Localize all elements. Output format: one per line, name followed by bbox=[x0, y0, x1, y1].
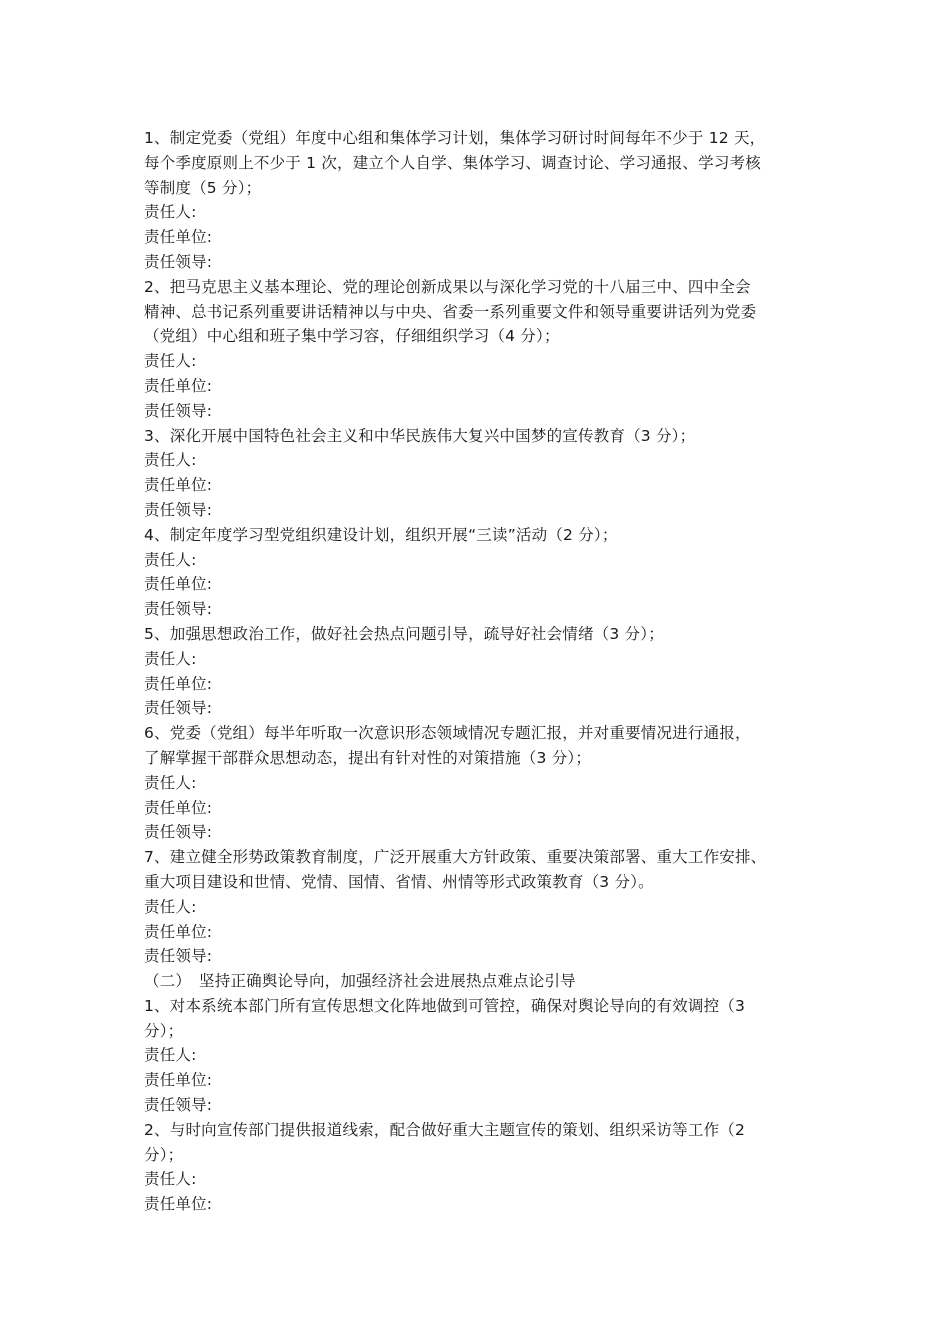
responsible-unit-label: 责任单位: bbox=[144, 922, 213, 941]
responsible-leader-label: 责任领导: bbox=[144, 823, 213, 842]
responsible-leader-label: 责任领导: bbox=[144, 947, 213, 966]
responsible-person-label: 责任人: bbox=[144, 897, 197, 916]
item-2-line-1: 2、把马克思主义基本理论、党的理论创新成果以与深化学习党的十八届三中、四中全会 bbox=[144, 277, 751, 296]
responsible-leader-label: 责任领导: bbox=[144, 699, 213, 718]
section-2-item-1-line-2: 分）； bbox=[144, 1021, 184, 1040]
section-2-item-2-line-1: 2、与时向宣传部门提供报道线索，配合做好重大主题宣传的策划、组织采访等工作（2 bbox=[144, 1120, 746, 1139]
item-1-line-2: 每个季度原则上不少于 1 次，建立个人自学、集体学习、调查讨论、学习通报、学习考核 bbox=[144, 153, 761, 172]
document-body bbox=[144, 126, 814, 1217]
section-2-item-2-line-2: 分）； bbox=[144, 1145, 184, 1164]
responsible-unit-label: 责任单位: bbox=[144, 1071, 213, 1090]
item-2-line-3: （党组）中心组和班子集中学习容，仔细组织学习（4 分）； bbox=[144, 327, 560, 346]
responsible-unit-label: 责任单位: bbox=[144, 228, 213, 247]
responsible-person-label: 责任人: bbox=[144, 352, 197, 371]
responsible-person-label: 责任人: bbox=[144, 1046, 197, 1065]
responsible-unit-label: 责任单位: bbox=[144, 376, 213, 395]
responsible-unit-label: 责任单位: bbox=[144, 1195, 213, 1214]
item-4-line-1: 4、制定年度学习型党组织建设计划，组织开展“三读”活动（2 分）； bbox=[144, 525, 618, 544]
responsible-person-label: 责任人: bbox=[144, 451, 197, 470]
responsible-unit-label: 责任单位: bbox=[144, 674, 213, 693]
item-1-line-3: 等制度（5 分）； bbox=[144, 178, 262, 197]
item-1-line-1: 1、制定党委（党组）年度中心组和集体学习计划，集体学习研讨时间每年不少于 12 天， bbox=[144, 129, 766, 147]
item-7-line-2: 重大项目建设和世情、党情、国情、省情、州情等形式政策教育（3 分）。 bbox=[144, 872, 654, 891]
item-7-line-1: 7、建立健全形势政策教育制度，广泛开展重大方针政策、重要决策部署、重大工作安排、 bbox=[144, 848, 767, 867]
responsible-person-label: 责任人: bbox=[144, 203, 197, 222]
item-5-line-1: 5、加强思想政治工作，做好社会热点问题引导，疏导好社会情绪（3 分）； bbox=[144, 624, 664, 643]
item-2-line-2: 精神、总书记系列重要讲话精神以与中央、省委一系列重要文件和领导重要讲话列为党委 bbox=[144, 302, 757, 321]
responsible-leader-label: 责任领导: bbox=[144, 500, 213, 519]
responsible-person-label: 责任人: bbox=[144, 649, 197, 668]
responsible-person-label: 责任人: bbox=[144, 550, 197, 569]
item-3-line-1: 3、深化开展中国特色社会主义和中华民族伟大复兴中国梦的宣传教育（3 分）； bbox=[144, 426, 696, 445]
responsible-leader-label: 责任领导: bbox=[144, 401, 213, 420]
responsible-leader-label: 责任领导: bbox=[144, 252, 213, 271]
item-6-line-1: 6、党委（党组）每半年听取一次意识形态领域情况专题汇报，并对重要情况进行通报， bbox=[144, 724, 751, 743]
responsible-leader-label: 责任领导: bbox=[144, 1096, 213, 1115]
responsible-leader-label: 责任领导: bbox=[144, 600, 213, 619]
responsible-unit-label: 责任单位: bbox=[144, 476, 213, 495]
item-6-line-2: 了解掌握干部群众思想动态，提出有针对性的对策措施（3 分）； bbox=[144, 748, 592, 767]
responsible-unit-label: 责任单位: bbox=[144, 798, 213, 817]
responsible-person-label: 责任人: bbox=[144, 1170, 197, 1189]
responsible-unit-label: 责任单位: bbox=[144, 575, 213, 594]
responsible-person-label: 责任人: bbox=[144, 773, 197, 792]
section-2-heading: （二） 坚持正确舆论导向，加强经济社会进展热点难点论引导 bbox=[144, 972, 576, 991]
section-2-item-1-line-1: 1、对本系统本部门所有宣传思想文化阵地做到可管控，确保对舆论导向的有效调控（3 bbox=[144, 996, 746, 1015]
